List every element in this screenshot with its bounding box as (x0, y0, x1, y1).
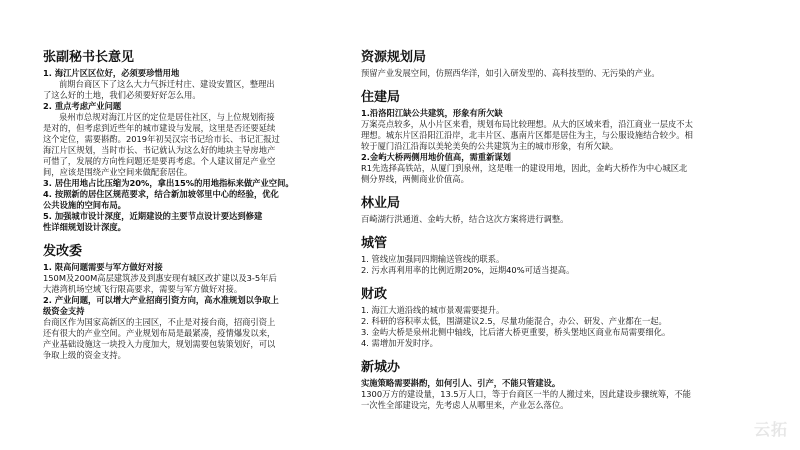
text-line: 2. 科研的容积率太低，围湖建议2.5，尽量功能混合，办公、研发、产业都在一起。 (361, 316, 667, 326)
section-title-zhang: 张副秘书长意见 (43, 50, 135, 65)
text-line: 150M及200M高层建筑涉及到惠安现有城区改扩建以及3-5年后 (43, 273, 277, 283)
text-line: 4. 需增加开发时序。 (361, 338, 438, 348)
text-line: 争取上级的资金支持。 (43, 350, 126, 360)
text-line: 3. 金屿大桥是泉州北侧中轴线，比后渚大桥更重要，桥头堡地区商业布局需要细化。 (361, 327, 671, 337)
text-line: 级资金支持 (43, 306, 85, 316)
text-line: 4. 按照新的居住区规范要求，结合新加坡邻里中心的经验，优化 (43, 189, 279, 199)
text-line: 1. 限高问题需要与军方做好对接 (43, 262, 163, 272)
text-line: 侧分界线，两侧商业价值高。 (361, 174, 469, 184)
text-line: 较于厦门沿江沿海以美轮美奂的公共建筑为主的城市形象，有所欠缺。 (361, 141, 619, 151)
text-line: 了这么好的土地，我们必须要好好怎么用。 (43, 90, 201, 100)
text-line: 公共设施的空间布局。 (43, 200, 126, 210)
section-title: 资源规划局 (361, 50, 427, 65)
text-line: 产业基础设施这一块投入力度加大，规划需要包装策划好，可以 (43, 339, 276, 349)
left-column (43, 50, 333, 361)
watermark-logo: 云拓 (753, 420, 788, 439)
text-line: 2. 污水再利用率的比例近期20%，远期40%可适当提高。 (361, 265, 575, 275)
section-title: 城管 (361, 236, 388, 251)
section-title: 新城办 (361, 360, 401, 375)
text-line: 1.沿洛阳江缺公共建筑，形象有所欠缺 (361, 108, 503, 118)
text-line: 3. 居住用地占比压缩为20%，拿出15%的用地指标来做产业空间。 (43, 178, 294, 188)
text-line: 2. 产业问题，可以增大产业招商引资方向，高水准规划以争取上 (43, 295, 279, 305)
section-title: 林业局 (361, 196, 401, 211)
section-title: 住建局 (361, 90, 401, 105)
text-line: 5. 加强城市设计深度，近期建设的主要节点设计要达到修建 (43, 211, 263, 221)
section-title-fagaiwei: 发改委 (43, 244, 83, 259)
text-line: 台商区作为国家高新区的主园区，不止是对接台商，招商引资上 (43, 317, 276, 327)
text-line: 百崎湖行洪通道、金屿大桥，结合这次方案将进行调整。 (361, 214, 569, 224)
text-line: 1300万方的建设量，13.5万人口，等于台商区一半的人搬过来，因此建设步骤统筹，不能 (361, 389, 691, 399)
text-line: R1先选择高铁站，从厦门到泉州，这是唯一的建设用地，因此，金屿大桥作为中心城区北 (361, 163, 688, 173)
section-title: 财政 (361, 287, 388, 302)
text-line: 间，应该是围绕产业空间来做配套居住。 (43, 167, 193, 177)
text-line: 海江片区规划，当时市长、书记就认为这么好的地块主导房地产 (43, 145, 276, 155)
text-line: 1. 海江片区区位好，必须要珍惜用地 (43, 68, 180, 78)
fagaiwei-comments (43, 262, 333, 361)
text-line: 还有很大的产业空间。产业规划布局是最紧凑，疫情爆发以来， (43, 328, 276, 338)
text-line: 2.金屿大桥两侧用地价值高，需重新谋划 (361, 152, 511, 162)
text-line: 性详细规划设计深度。 (43, 222, 126, 232)
text-line: 1. 管线应加强同四期输送管线的联系。 (361, 254, 505, 264)
text-line: 理想。城东片区沿阳江沿岸，北丰片区、惠南片区都是居住为主，与公服设施结合较少。相 (361, 130, 693, 140)
zhang-comments (43, 68, 333, 233)
text-line: 一次性全部建设完，先考虑人从哪里来，产业怎么落位。 (361, 400, 569, 410)
text-line: 2. 重点考虑产业问题 (43, 101, 122, 111)
text-line: 是对的，但考虑到近些年的城市建设与发展，这里是否还要延续 (43, 123, 276, 133)
text-line: 万案亮点较多，从小片区来看，规划布局比较理想。从大的区域来看，沿江商业一层皮不太 (361, 119, 693, 129)
text-line: 实施策略需要斟酌，如何引人、引产，不能只管建设。 (361, 378, 561, 388)
text-line: 可惜了，发展的方向性问题还是要再考虑。个人建议留足产业空 (43, 156, 276, 166)
text-line: 这个定位，需要斟酌。2019年初吴汉宗书记给市长、书记汇报过 (43, 134, 280, 144)
text-line: 大港湾机场空域飞行限高要求，需要与军方做好对接。 (43, 284, 243, 294)
text-line: 1. 海江大道沿线的城市景观需要提升。 (361, 305, 505, 315)
text-line: 前期台商区下了这么大力气拆迁村庄、建设安置区，整理出 (59, 79, 275, 89)
text-line: 泉州市总规对海江片区的定位是居住社区，与上位规划衔接 (59, 112, 275, 122)
text-line: 预留产业发展空间，仿照西华洋，如引入研发型的、高科技型的、无污染的产业。 (361, 68, 660, 78)
right-column (361, 50, 781, 411)
